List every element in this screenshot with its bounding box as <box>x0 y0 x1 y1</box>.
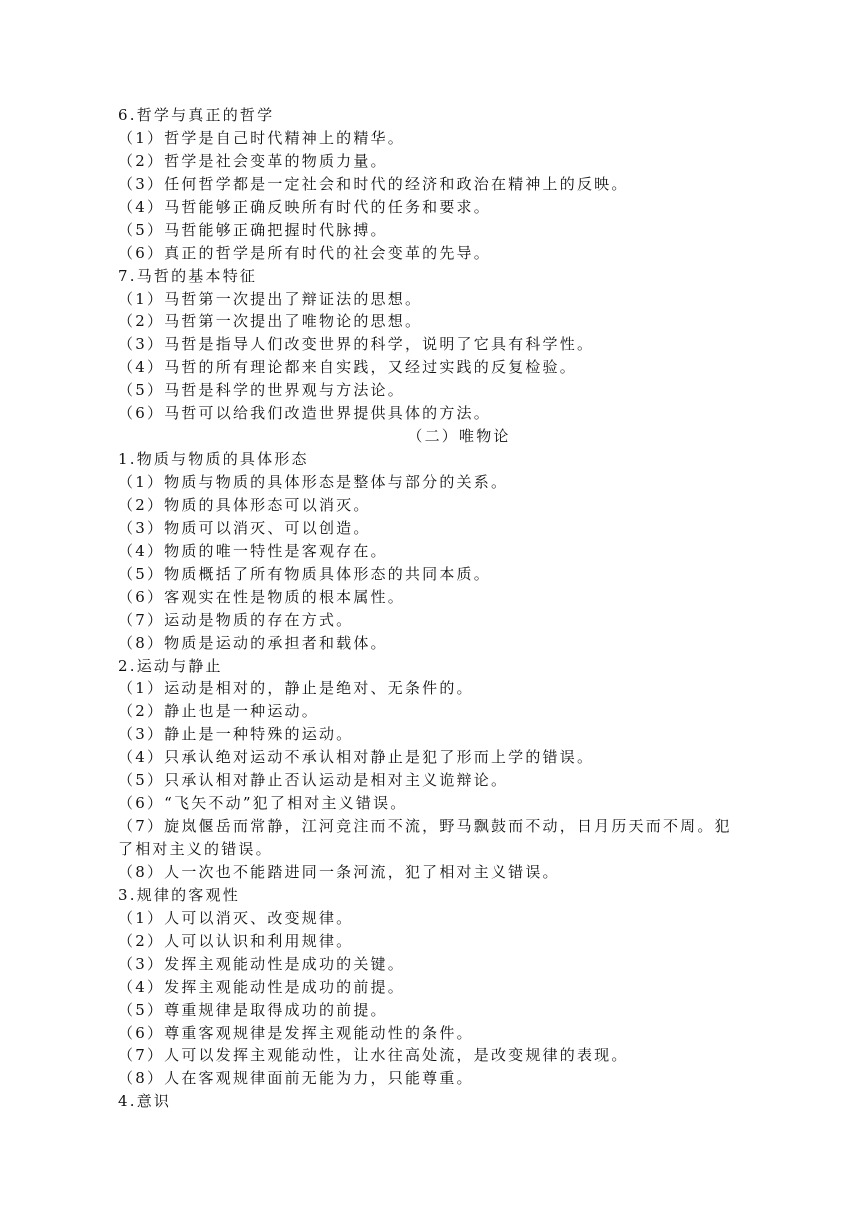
section-heading-6: 6.哲学与真正的哲学 <box>118 106 275 124</box>
list-item: （4）发挥主观能动性是成功的前提。 <box>118 977 405 996</box>
list-item: （1）马哲第一次提出了辩证法的思想。 <box>118 289 423 308</box>
list-item: （6）真正的哲学是所有时代的社会变革的先导。 <box>118 243 491 262</box>
section-heading-7: 7.马哲的基本特征 <box>118 266 258 285</box>
list-item: （3）静止是一种特殊的运动。 <box>118 725 354 744</box>
list-item: （6）“飞矢不动”犯了相对主义错误。 <box>118 794 408 813</box>
list-item: （1）人可以消灭、改变规律。 <box>118 908 354 927</box>
list-item: （4）物质的唯一特性是客观存在。 <box>118 541 388 560</box>
list-item: （8）人一次也不能踏进同一条河流，犯了相对主义错误。 <box>118 862 560 881</box>
list-item: （5）马哲能够正确把握时代脉搏。 <box>118 220 388 239</box>
list-item: （2）人可以认识和利用规律。 <box>118 931 354 950</box>
list-item: （3）任何哲学都是一定社会和时代的经济和政治在精神上的反映。 <box>118 174 629 193</box>
list-item: （2）静止也是一种运动。 <box>118 702 319 721</box>
list-item: （5）物质概括了所有物质具体形态的共同本质。 <box>118 564 491 583</box>
list-item: （8）人在客观规律面前无能为力，只能尊重。 <box>118 1069 474 1088</box>
document-body <box>118 104 740 1113</box>
list-item: （3）马哲是指导人们改变世界的科学，说明了它具有科学性。 <box>118 335 595 354</box>
list-item: （5）尊重规律是取得成功的前提。 <box>118 1000 388 1019</box>
list-item: （1）哲学是自己时代精神上的精华。 <box>118 128 405 147</box>
section-heading-2: 2.运动与静止 <box>118 656 223 675</box>
list-item: （2）哲学是社会变革的物质力量。 <box>118 151 388 170</box>
list-item: （6）马哲可以给我们改造世界提供具体的方法。 <box>118 404 491 423</box>
list-item: （2）物质的具体形态可以消灭。 <box>118 495 371 514</box>
section-heading-3: 3.规律的客观性 <box>118 885 240 904</box>
list-item: （4）马哲能够正确反映所有时代的任务和要求。 <box>118 197 491 216</box>
part-title: （二）唯物论 <box>407 427 511 446</box>
list-item: （2）马哲第一次提出了唯物论的思想。 <box>118 312 423 331</box>
list-item: （8）物质是运动的承担者和载体。 <box>118 633 388 652</box>
section-heading-4: 4.意识 <box>118 1092 172 1111</box>
list-item: （5）只承认相对静止否认运动是相对主义诡辩论。 <box>118 771 509 790</box>
list-item: （7）人可以发挥主观能动性，让水往高处流，是改变规律的表现。 <box>118 1046 629 1065</box>
list-item: （1）运动是相对的，静止是绝对、无条件的。 <box>118 679 474 698</box>
list-item: （3）发挥主观能动性是成功的关键。 <box>118 954 405 973</box>
list-item-wrapped: （7）旋岚偃岳而常静，江河竞注而不流，野马飘鼓而不动，日月历天而不周。犯了相对主义的错误。 <box>118 817 732 858</box>
list-item: （6）客观实在性是物质的根本属性。 <box>118 587 405 606</box>
list-item: （3）物质可以消灭、可以创造。 <box>118 518 371 537</box>
list-item: （7）运动是物质的存在方式。 <box>118 610 354 629</box>
list-item: （4）只承认绝对运动不承认相对静止是犯了形而上学的错误。 <box>118 748 595 767</box>
section-heading-1: 1.物质与物质的具体形态 <box>118 450 309 469</box>
list-item: （6）尊重客观规律是发挥主观能动性的条件。 <box>118 1023 474 1042</box>
list-item: （5）马哲是科学的世界观与方法论。 <box>118 381 405 400</box>
list-item: （4）马哲的所有理论都来自实践，又经过实践的反复检验。 <box>118 358 577 377</box>
list-item: （1）物质与物质的具体形态是整体与部分的关系。 <box>118 473 509 491</box>
